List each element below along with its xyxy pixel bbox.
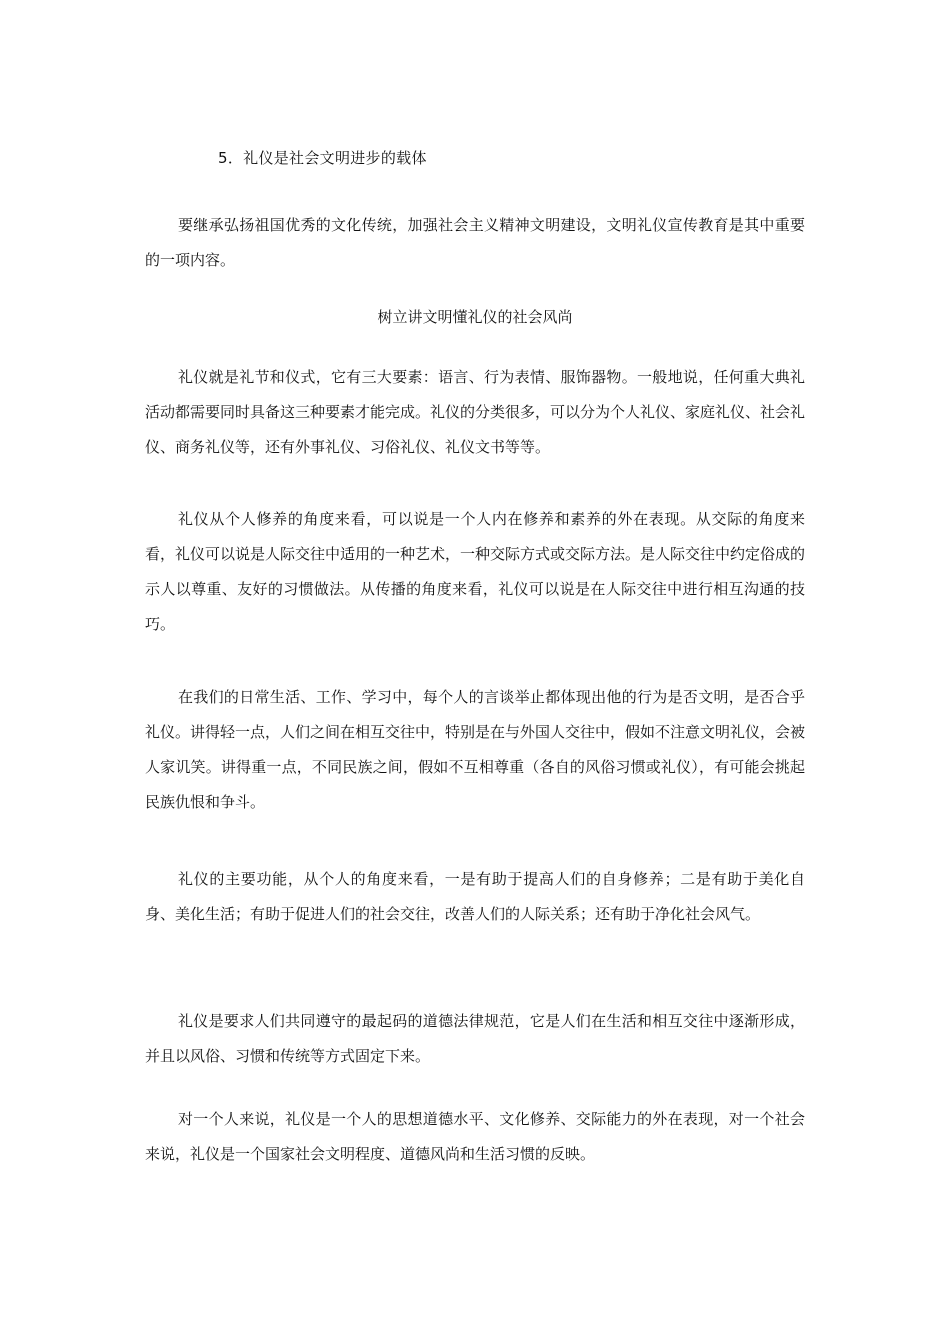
paragraph-main-functions: 礼仪的主要功能，从个人的角度来看，一是有助于提高人们的自身修养；二是有助于美化自身、美化生活；有助于促进人们的社会交往，改善人们的人际关系；还有助于净化社会风气。 [145, 870, 805, 923]
paragraph-moral-norms: 礼仪是要求人们共同遵守的最起码的道德法律规范，它是人们在生活和相互交往中逐渐形成，并且以风俗、习惯和传统等方式固定下来。 [145, 1012, 805, 1065]
paragraph-society-reflection: 对一个人来说，礼仪是一个人的思想道德水平、文化修养、交际能力的外在表现，对一个社会来说，礼仪是一个国家社会文明程度、道德风尚和生活习惯的反映。 [145, 1110, 805, 1163]
paragraph-daily-life: 在我们的日常生活、工作、学习中，每个人的言谈举止都体现出他的行为是否文明，是否合乎礼仪。讲得轻一点，人们之间在相互交往中，特别是在与外国人交往中，假如不注意文明礼仪，会被人家讥笑。讲得重一点，不同民族之间，假如不互相尊重（各自的风俗习惯或礼仪），有可能会挑起民族仇恨和争斗。 [145, 688, 806, 811]
intro-paragraph: 要继承弘扬祖国优秀的文化传统，加强社会主义精神文明建设，文明礼仪宣传教育是其中重要的一项内容。 [145, 216, 805, 269]
paragraph-elements-of-etiquette: 礼仪就是礼节和仪式，它有三大要素：语言、行为表情、服饰器物。一般地说，任何重大典礼活动都需要同时具备这三种要素才能完成。礼仪的分类很多，可以分为个人礼仪、家庭礼仪、社会礼仪、商务礼仪等，还有外事礼仪、习俗礼仪、礼仪文书等等。 [145, 368, 806, 456]
section-heading: 5．礼仪是社会文明进步的载体 [218, 149, 427, 167]
section-title: 树立讲文明懂礼仪的社会风尚 [377, 308, 573, 326]
paragraph-personal-cultivation: 礼仪从个人修养的角度来看，可以说是一个人内在修养和素养的外在表现。从交际的角度来看，礼仪可以说是人际交往中适用的一种艺术，一种交际方式或交际方法。是人际交往中约定俗成的示人以尊重、友好的习惯做法。从传播的角度来看，礼仪可以说是在人际交往中进行相互沟通的技巧。 [145, 510, 806, 633]
